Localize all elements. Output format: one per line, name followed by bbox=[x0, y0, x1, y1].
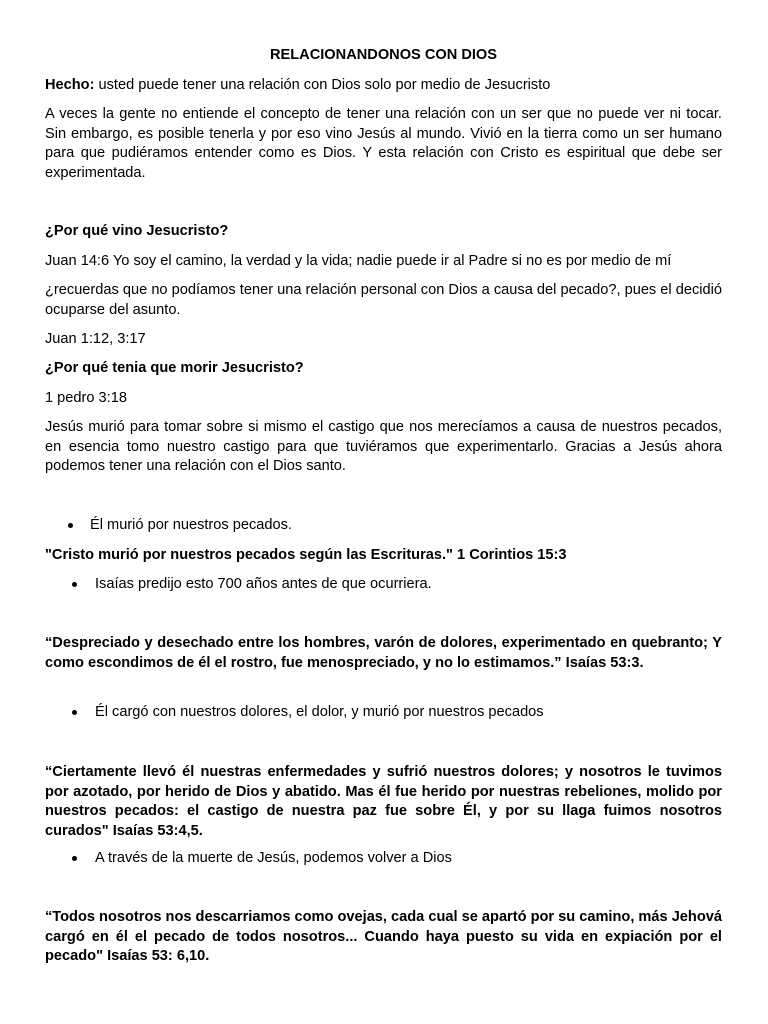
quote-isaias-53-4: “Ciertamente llevó él nuestras enfermedades y sufrió nuestros dolores; y nosotros le tuvimos por azotado, por herido de Dios y abatido. Mas él fue herido por nuestras rebeliones, molido por nuestros pecados: el castigo de nuestra paz fue sobre Él, y por su llaga fuimos nosotros curados" Isaías 53:4,5. bbox=[45, 764, 722, 839]
fact-label: Hecho: bbox=[45, 77, 95, 93]
bullet-dot bbox=[72, 710, 77, 715]
bullet-item-4: A través de la muerte de Jesús, podemos volver a Dios bbox=[95, 850, 452, 866]
quote-isaias-53-6: “Todos nosotros nos descarriamos como ovejas, cada cual se apartó por su camino, más Jehová cargó en él el pecado de todos nosotros... Cuando haya puesto su vida en expiación por el pecado" Isaías 53: 6,10. bbox=[45, 909, 722, 964]
juan-14-6: Juan 14:6 Yo soy el camino, la verdad y la vida; nadie puede ir al Padre si no es por medio de mí bbox=[45, 253, 672, 269]
recuerdas-paragraph: ¿recuerdas que no podíamos tener una relación personal con Dios a causa del pecado?, pues el decidió ocuparse del asunto. bbox=[45, 282, 722, 318]
bullet-dot bbox=[68, 523, 73, 528]
bullet-item-3: Él cargó con nuestros dolores, el dolor, y murió por nuestros pecados bbox=[95, 704, 544, 720]
fact-line bbox=[45, 76, 722, 96]
bullet-dot bbox=[72, 856, 77, 861]
bullet-dot bbox=[72, 582, 77, 587]
juan-1-12: Juan 1:12, 3:17 bbox=[45, 331, 146, 347]
bullet-item-2: Isaías predijo esto 700 años antes de que ocurriera. bbox=[95, 576, 432, 592]
fact-text: usted puede tener una relación con Dios solo por medio de Jesucristo bbox=[94, 77, 551, 93]
murio-paragraph: Jesús murió para tomar sobre si mismo el castigo que nos merecíamos a causa de nuestros pecados, en esencia tomo nuestro castigo para que tuviéramos que experimentarlo. Gracias a Jesús ahora podemos tener una relación con el Dios santo. bbox=[45, 419, 722, 474]
pedro-3-18: 1 pedro 3:18 bbox=[45, 390, 127, 406]
bullet-item-1: Él murió por nuestros pecados. bbox=[90, 517, 292, 533]
intro-paragraph: A veces la gente no entiende el concepto de tener una relación con un ser que no puede ver ni tocar. Sin embargo, es posible tenerla y por eso vino Jesús al mundo. Vivió en la tierra como un ser humano para que pudiéramos entender como es Dios. Y esta relación con Cristo es espiritual que debe ser experimentada. bbox=[45, 106, 722, 181]
quote-corintios: "Cristo murió por nuestros pecados según las Escrituras." 1 Corintios 15:3 bbox=[45, 547, 567, 563]
question-why-came: ¿Por qué vino Jesucristo? bbox=[45, 223, 229, 239]
document-title: RELACIONANDONOS CON DIOS bbox=[269, 47, 498, 63]
quote-isaias-53-3: “Despreciado y desechado entre los hombres, varón de dolores, experimentado en quebranto; Y como escondimos de él el rostro, fue menospreciado, y no lo estimamos.” Isaías 53:3. bbox=[45, 635, 722, 671]
question-why-die: ¿Por qué tenia que morir Jesucristo? bbox=[45, 360, 304, 376]
